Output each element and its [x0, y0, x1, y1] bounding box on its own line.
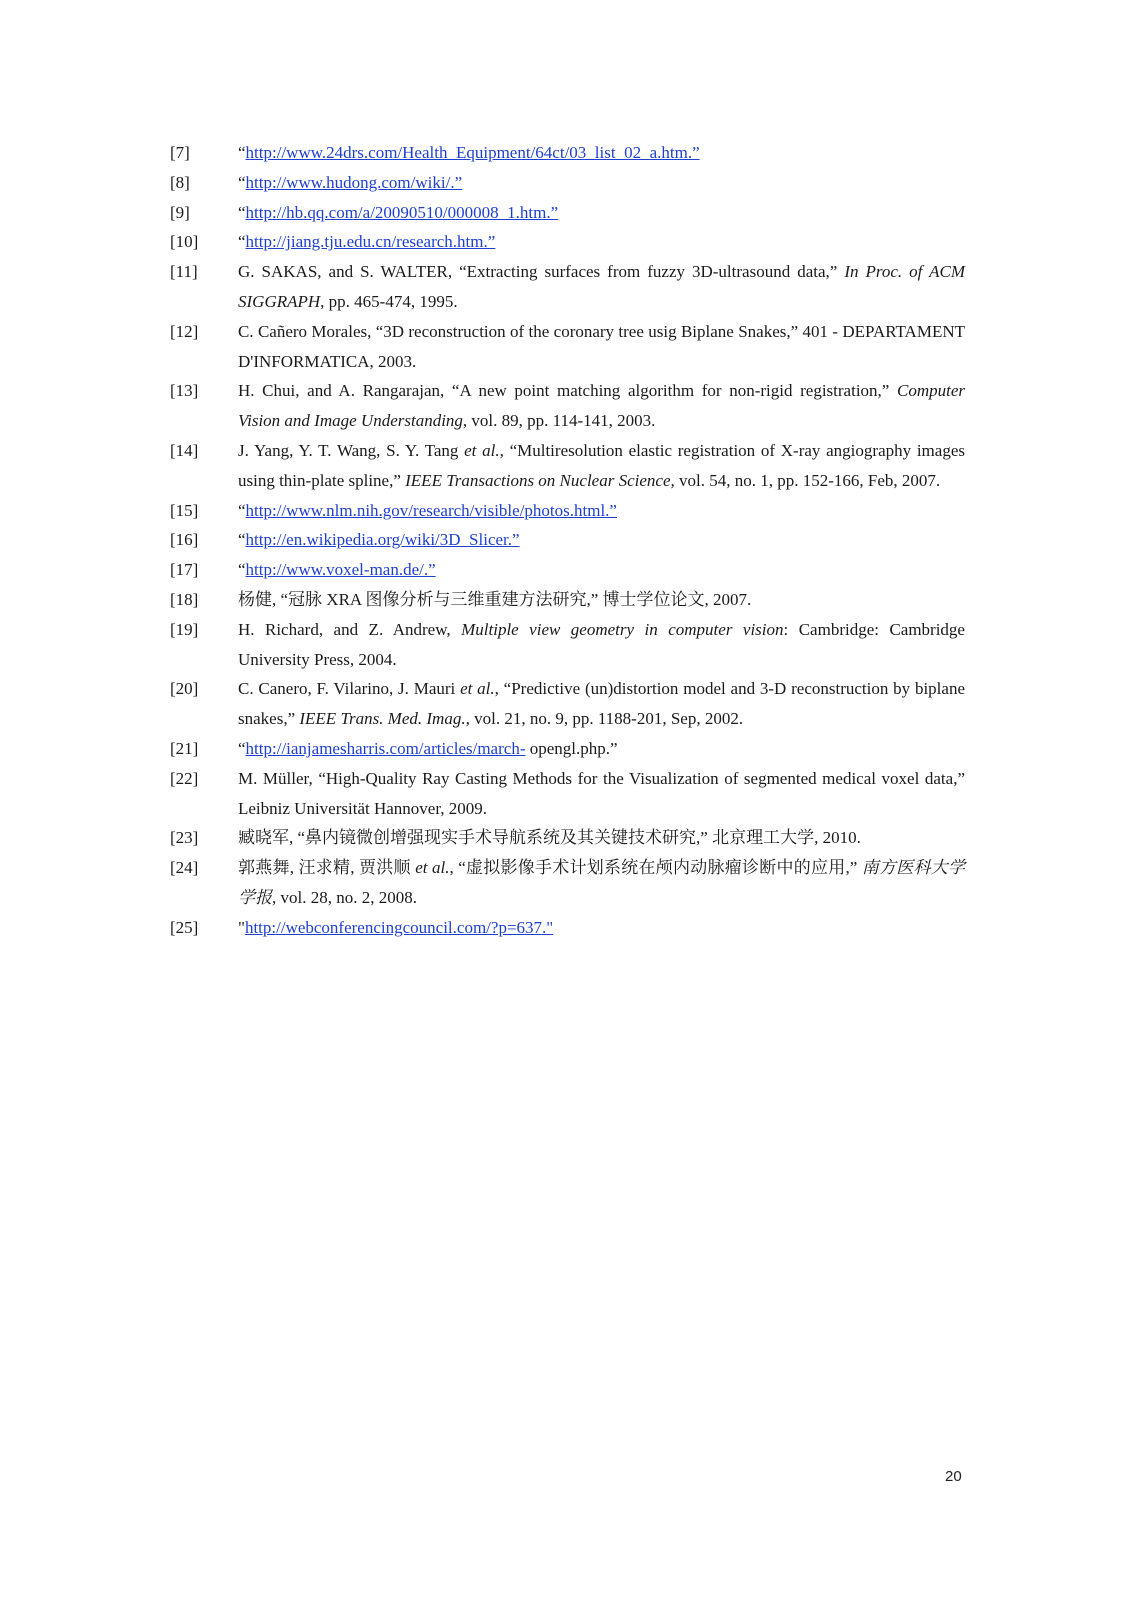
reference-item	[170, 555, 965, 585]
reference-text	[238, 496, 965, 526]
reference-number: [24]	[170, 858, 199, 878]
reference-text-segment: “	[238, 143, 246, 162]
reference-text-segment: 臧晓军, “鼻内镜微创增强现实手术导航系统及其关键技术研究,” 北京理工大学, 2010.	[238, 828, 861, 848]
reference-italic-text: et al.	[415, 858, 450, 878]
reference-item	[170, 823, 965, 853]
reference-text	[238, 734, 965, 764]
reference-item	[170, 615, 965, 675]
reference-text-segment: vol. 89, pp. 114-141, 2003.	[467, 411, 656, 431]
reference-item	[170, 585, 965, 615]
reference-text-segment: “	[238, 738, 246, 758]
reference-text-segment: , “Multiresolution elastic registration of X-ray angiography images using thin-plate spline,”	[238, 440, 965, 490]
reference-text-segment: vol. 21, no. 9, pp. 1188-201, Sep, 2002.	[469, 709, 744, 729]
reference-text-segment: G. SAKAS, and S. WALTER, “Extracting surfaces from fuzzy 3D-ultrasound data,”	[238, 262, 845, 282]
reference-item	[170, 138, 965, 168]
reference-text-segment: , “虚拟影像手术计划系统在颅内动脉瘤诊断中的应用,”	[449, 858, 862, 878]
reference-number: [7]	[170, 143, 190, 162]
reference-number: [13]	[170, 381, 199, 401]
reference-item	[170, 198, 965, 228]
reference-text	[238, 227, 965, 257]
reference-number: [23]	[170, 828, 199, 848]
reference-link[interactable]: http://ianjamesharris.com/articles/march-	[245, 738, 526, 758]
reference-italic-text: IEEE Trans. Med. Imag.,	[299, 709, 470, 729]
reference-number: [15]	[170, 500, 199, 520]
reference-text	[238, 168, 965, 198]
reference-text	[238, 376, 965, 436]
reference-italic-text: Computer Vision and Image Understanding,	[238, 381, 965, 431]
reference-number: [21]	[170, 738, 199, 758]
reference-italic-text: et al.	[460, 679, 495, 699]
reference-text-segment: “	[238, 560, 246, 580]
reference-italic-text: 南方医科大学学报	[238, 858, 966, 907]
reference-link[interactable]: http://www.hudong.com/wiki/.”	[245, 172, 463, 192]
reference-text	[238, 913, 965, 943]
reference-item	[170, 764, 965, 824]
reference-number: [12]	[170, 321, 199, 341]
reference-italic-text: Multiple view geometry in computer vision	[461, 619, 784, 639]
reference-link[interactable]: http://www.voxel-man.de/.”	[245, 560, 436, 580]
reference-italic-text: et al.	[464, 440, 500, 460]
reference-text-segment: "	[238, 917, 245, 937]
reference-text	[238, 257, 965, 317]
reference-number: [9]	[170, 202, 190, 222]
reference-text-segment: , pp. 465-474, 1995.	[320, 291, 458, 311]
reference-text-segment: “	[238, 202, 246, 222]
reference-number: [25]	[170, 917, 199, 937]
reference-text-segment: H. Richard, and Z. Andrew,	[238, 619, 462, 639]
reference-text-segment: , “Predictive (un)distortion model and 3-D reconstruction by biplane snakes,”	[238, 679, 965, 729]
reference-item	[170, 734, 965, 764]
reference-text	[238, 853, 965, 913]
reference-italic-text: In Proc. of ACM SIGGRAPH	[238, 262, 965, 311]
page-number: 20	[945, 1468, 962, 1485]
reference-text	[238, 555, 965, 585]
reference-number: [20]	[170, 679, 199, 699]
reference-text	[238, 138, 965, 168]
reference-text-segment: C. Canero, F. Vilarino, J. Mauri	[238, 679, 461, 699]
reference-link[interactable]: http://www.24drs.com/Health_Equipment/64ct/03_list_02_a.htm.”	[245, 143, 700, 162]
reference-item	[170, 913, 965, 943]
reference-item	[170, 257, 965, 317]
reference-text-segment: vol. 54, no. 1, pp. 152-166, Feb, 2007.	[674, 470, 941, 490]
reference-text	[238, 198, 965, 228]
reference-text	[238, 525, 965, 555]
reference-italic-text: IEEE Transactions on Nuclear Science,	[405, 470, 675, 490]
reference-number: [19]	[170, 619, 199, 639]
reference-text	[238, 585, 965, 615]
reference-text-segment: “	[238, 232, 246, 252]
reference-number: [10]	[170, 232, 199, 252]
reference-text-segment: : Cambridge: Cambridge University Press, 2004.	[238, 619, 965, 669]
reference-text-segment: “	[238, 530, 246, 550]
reference-number: [14]	[170, 440, 199, 460]
reference-item	[170, 525, 965, 555]
reference-link[interactable]: http://hb.qq.com/a/20090510/000008_1.htm.”	[245, 202, 559, 222]
reference-number: [18]	[170, 589, 199, 609]
reference-item	[170, 436, 965, 496]
reference-text	[238, 317, 965, 377]
reference-text-segment: C. Cañero Morales, “3D reconstruction of the coronary tree usig Biplane Snakes,” 401 - DEPARTAMENT D'INFORMATICA, 2003.	[238, 321, 965, 371]
reference-text-segment: “	[238, 172, 246, 192]
reference-text-segment: H. Chui, and A. Rangarajan, “A new point matching algorithm for non-rigid registration,”	[238, 381, 897, 401]
reference-text-segment: J. Yang, Y. T. Wang, S. Y. Tang	[238, 440, 465, 460]
reference-item	[170, 168, 965, 198]
reference-link[interactable]: http://jiang.tju.edu.cn/research.htm.”	[245, 232, 496, 252]
reference-list	[170, 138, 965, 943]
reference-text	[238, 764, 965, 824]
reference-link[interactable]: http://en.wikipedia.org/wiki/3D_Slicer.”	[245, 530, 520, 550]
reference-item	[170, 317, 965, 377]
reference-text-segment: opengl.php.”	[525, 738, 618, 758]
reference-text	[238, 436, 965, 496]
reference-item	[170, 496, 965, 526]
reference-number: [11]	[170, 262, 198, 282]
reference-item	[170, 674, 965, 734]
reference-item	[170, 227, 965, 257]
reference-item	[170, 853, 965, 913]
reference-item	[170, 376, 965, 436]
reference-text	[238, 823, 965, 853]
reference-text	[238, 674, 965, 734]
reference-number: [8]	[170, 172, 190, 192]
reference-text-segment: “	[238, 500, 246, 520]
reference-text-segment: , vol. 28, no. 2, 2008.	[272, 887, 417, 907]
reference-number: [17]	[170, 560, 199, 580]
reference-link[interactable]: http://webconferencingcouncil.com/?p=637."	[244, 917, 554, 937]
reference-number: [16]	[170, 530, 199, 550]
reference-link[interactable]: http://www.nlm.nih.gov/research/visible/photos.html.”	[245, 500, 617, 520]
reference-text	[238, 615, 965, 675]
reference-number: [22]	[170, 768, 199, 788]
reference-text-segment: M. Müller, “High-Quality Ray Casting Methods for the Visualization of segmented medical voxel data,” Leibniz Universität Hannover, 2009.	[238, 768, 965, 818]
reference-text-segment: 郭燕舞, 汪求精, 贾洪顺	[238, 858, 416, 878]
reference-text-segment: 杨健, “冠脉 XRA 图像分析与三维重建方法研究,” 博士学位论文, 2007.	[238, 589, 752, 609]
